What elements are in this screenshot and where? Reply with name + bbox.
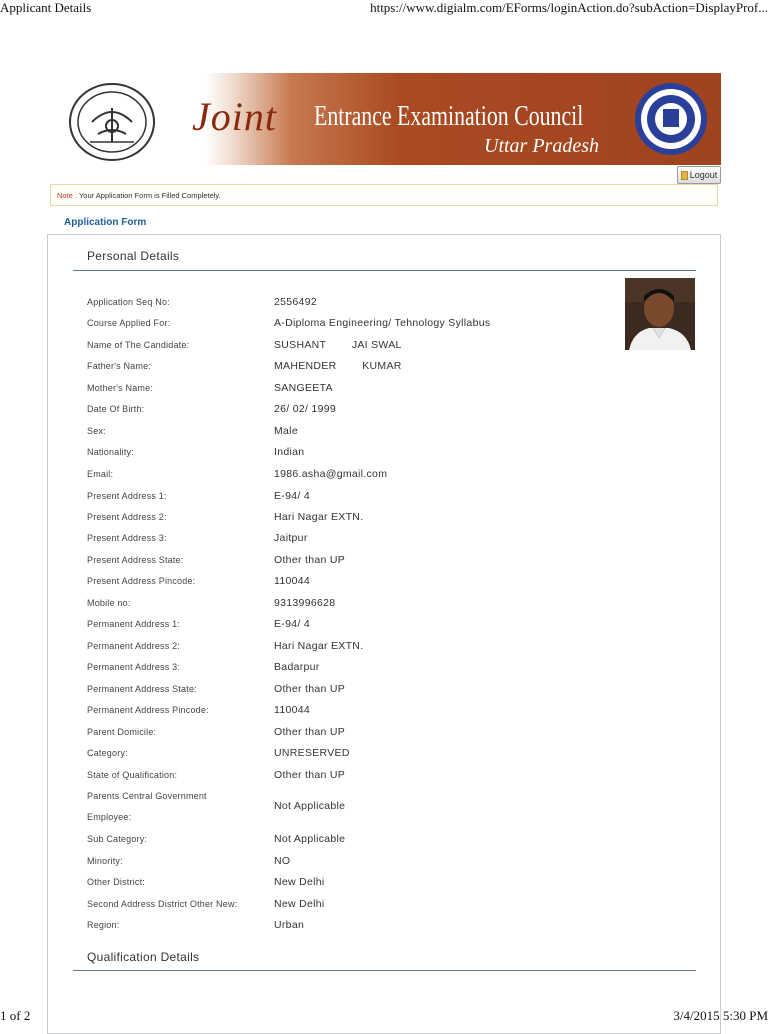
field-value: 110044: [274, 575, 311, 587]
field-label: Name of The Candidate:: [87, 340, 190, 350]
field-value: MAHENDER KUMAR: [274, 360, 402, 372]
field-label: Date Of Birth:: [87, 404, 145, 414]
field-value: 110044: [274, 704, 311, 716]
field-value: Jaitpur: [274, 532, 308, 544]
field-label: Permanent Address Pincode:: [87, 705, 209, 715]
field-label: Present Address 2:: [87, 512, 167, 522]
logout-button[interactable]: [677, 166, 721, 184]
print-page-title: Applicant Details: [0, 0, 92, 15]
banner-joint-text: Joint: [192, 94, 277, 139]
jeec-banner: [184, 73, 721, 165]
field-label: Permanent Address State:: [87, 684, 197, 694]
field-value: 9313996628: [274, 597, 336, 609]
note-text: Your Application Form is Filled Completely.: [78, 191, 221, 200]
field-label: Second Address District Other New:: [87, 899, 238, 909]
note-label: Note :: [57, 191, 78, 200]
field-label: Email:: [87, 469, 114, 479]
up-state-seal-icon: [68, 82, 156, 162]
field-value: UNRESERVED: [274, 747, 350, 759]
field-value: SANGEETA: [274, 382, 333, 394]
field-label: Other District:: [87, 877, 146, 887]
field-value: NO: [274, 855, 291, 867]
print-page-url: https://www.digialm.com/EForms/loginAction.do?subAction=DisplayProf...: [370, 0, 768, 15]
field-label: Mobile no:: [87, 598, 131, 608]
candidate-photo: [625, 278, 695, 350]
field-label: Category:: [87, 748, 128, 758]
qualification-details-divider: [73, 970, 696, 971]
banner-state-text: Uttar Pradesh: [484, 135, 599, 157]
application-form-title: Application Form: [64, 217, 147, 228]
field-value: E-94/ 4: [274, 490, 310, 502]
field-label: Permanent Address 2:: [87, 641, 181, 651]
field-label: Parents Central Government Employee:: [87, 791, 207, 822]
field-label: Present Address Pincode:: [87, 576, 196, 586]
field-label: Present Address 3:: [87, 533, 167, 543]
candidate-photo-image: [625, 278, 695, 350]
field-label: Sub Category:: [87, 834, 148, 844]
field-label: Parent Domicile:: [87, 727, 157, 737]
logout-icon: [681, 171, 688, 180]
banner-council-text: Entrance Examination Council: [314, 101, 584, 132]
field-value: Not Applicable: [274, 833, 346, 845]
field-value: Urban: [274, 919, 305, 931]
field-value: Indian: [274, 446, 305, 458]
field-value: 26/ 02/ 1999: [274, 403, 336, 415]
field-value: New Delhi: [274, 898, 325, 910]
field-value: Other than UP: [274, 683, 346, 695]
field-value: 2556492: [274, 296, 317, 308]
field-label: Application Seq No:: [87, 297, 170, 307]
field-label: Sex:: [87, 426, 106, 436]
field-value: Other than UP: [274, 769, 346, 781]
print-datetime: 3/4/2015 5:30 PM: [673, 1008, 768, 1023]
field-label: Father's Name:: [87, 361, 152, 371]
field-value: Hari Nagar EXTN.: [274, 511, 364, 523]
print-page-number: 1 of 2: [0, 1008, 31, 1023]
field-label: Permanent Address 3:: [87, 662, 181, 672]
field-label: State of Qualification:: [87, 770, 178, 780]
completion-note: [50, 184, 718, 206]
field-value: Badarpur: [274, 661, 320, 673]
field-value: Not Applicable: [274, 800, 346, 812]
field-label: Nationality:: [87, 447, 134, 457]
personal-details-divider: [73, 270, 696, 271]
logout-label: Logout: [689, 170, 718, 180]
personal-details-heading: Personal Details: [87, 249, 180, 263]
print-header: [0, 0, 768, 16]
field-value: Other than UP: [274, 554, 346, 566]
field-label: Present Address State:: [87, 555, 184, 565]
field-label: Present Address 1:: [87, 491, 167, 501]
jeec-emblem-icon: [633, 81, 709, 157]
field-label: Region:: [87, 920, 120, 930]
field-value: Male: [274, 425, 298, 437]
field-value: A-Diploma Engineering/ Tehnology Syllabus: [274, 317, 491, 329]
qualification-details-heading: Qualification Details: [87, 950, 200, 964]
print-footer: [0, 1008, 768, 1024]
field-label: Course Applied For:: [87, 318, 171, 328]
field-value: E-94/ 4: [274, 618, 310, 630]
field-value: SUSHANT JAI SWAL: [274, 339, 402, 351]
field-value: Hari Nagar EXTN.: [274, 640, 364, 652]
field-value: New Delhi: [274, 876, 325, 888]
field-label: Permanent Address 1:: [87, 619, 181, 629]
field-label: Mother's Name:: [87, 383, 154, 393]
field-value: Other than UP: [274, 726, 346, 738]
field-value: 1986.asha@gmail.com: [274, 468, 388, 480]
field-label: Minority:: [87, 856, 123, 866]
